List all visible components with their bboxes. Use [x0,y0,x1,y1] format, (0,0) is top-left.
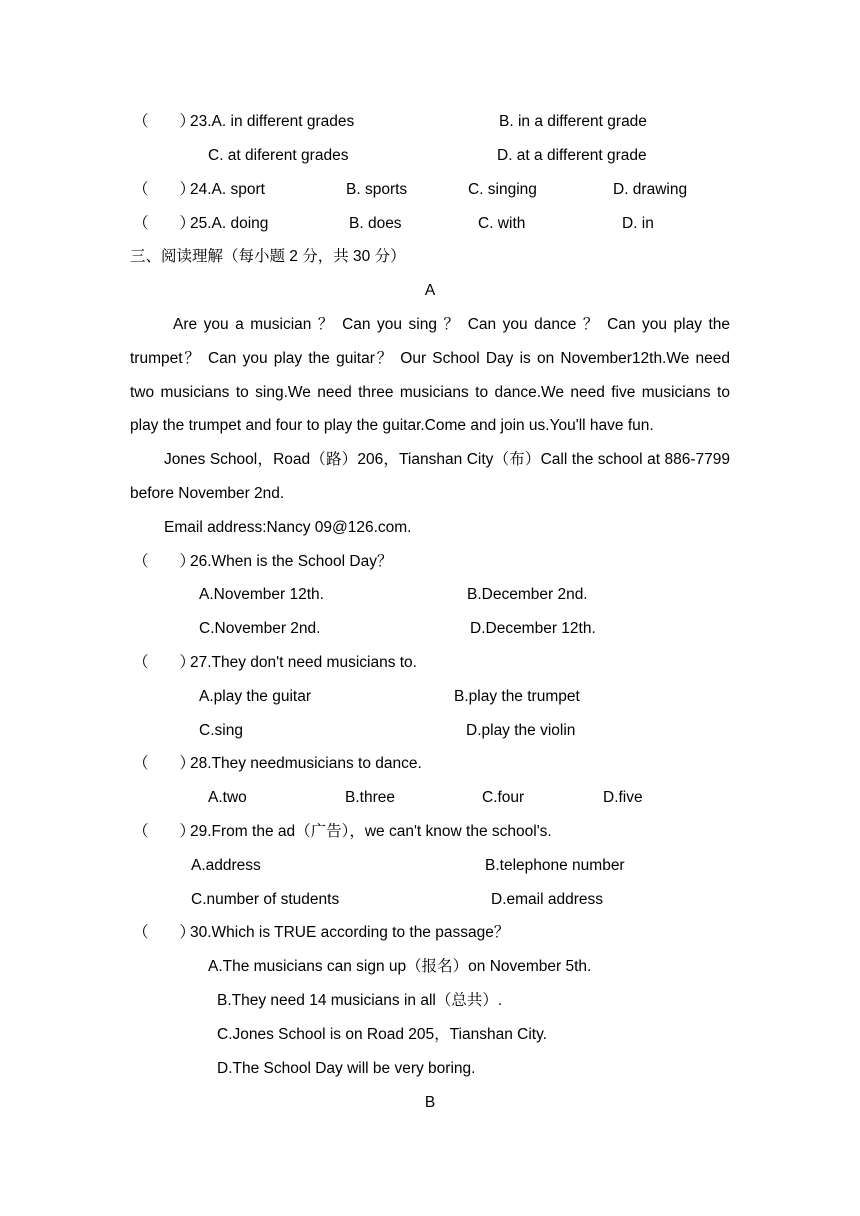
passage-a-email: Email address:Nancy 09@126.com. [164,519,412,536]
question-25-option-d: D. in [622,215,654,232]
question-25-option-b: B. does [349,215,402,232]
question-25-option-a: 25.A. doing [190,215,269,232]
question-26-option-c: C.November 2nd. [199,620,321,637]
section-3-title: 三、阅读理解（每小题 2 分，共 30 分） [130,248,406,265]
passage-a-line-3: two musicians to sing.We need three musicians to dance.We need five musicians to [130,384,730,401]
question-28-option-b: B.three [345,789,395,806]
question-26-option-a: A.November 12th. [199,586,324,603]
question-29-option-d: D.email address [491,891,603,908]
passage-a-line-2: trumpet？ Can you play the guitar？ Our School Day is on November12th.We need [130,350,730,367]
question-27-stem: 27.They don't need musicians to. [190,654,417,671]
question-23-option-a: 23.A. in different grades [190,113,355,130]
question-29-option-b: B.telephone number [485,857,625,874]
question-27-option-d: D.play the violin [466,722,576,739]
question-24-option-a: 24.A. sport [190,181,265,198]
answer-blank-26[interactable]: （ ） [133,553,196,570]
answer-blank-28[interactable]: （ ） [133,755,196,772]
answer-blank-29[interactable]: （ ） [133,823,196,840]
question-23-option-d: D. at a different grade [497,147,647,164]
question-23-option-b: B. in a different grade [499,113,647,130]
question-28-option-d: D.five [603,789,643,806]
passage-a-line-1: Are you a musician ？ Can you sing ？ Can you dance ？ Can you play the [173,316,730,333]
question-29-stem: 29.From the ad（广告），we can't know the school's. [190,823,552,840]
question-30-option-a: A.The musicians can sign up（报名）on November 5th. [208,958,592,975]
passage-a-line-4: play the trumpet and four to play the guitar.Come and join us.You'll have fun. [130,417,654,434]
answer-blank-24[interactable]: （ ） [133,181,196,198]
question-30-option-d: D.The School Day will be very boring. [217,1060,476,1077]
question-24-option-d: D. drawing [613,181,688,198]
answer-blank-25[interactable]: （ ） [133,215,196,232]
question-27-option-c: C.sing [199,722,243,739]
question-24-option-b: B. sports [346,181,408,198]
passage-a-address-line-2: before November 2nd. [130,485,285,502]
question-27-option-a: A.play the guitar [199,688,312,705]
question-24-option-c: C. singing [468,181,537,198]
question-28-option-c: C.four [482,789,525,806]
question-29-option-c: C.number of students [191,891,340,908]
question-28-stem: 28.They needmusicians to dance. [190,755,422,772]
question-23-option-c: C. at diferent grades [208,147,349,164]
passage-a-address-line-1: Jones School，Road（路）206，Tianshan City（布）Call the school at 886-7799 [164,451,730,468]
question-25-option-c: C. with [478,215,526,232]
answer-blank-30[interactable]: （ ） [133,924,196,941]
question-27-option-b: B.play the trumpet [454,688,580,705]
question-30-option-b: B.They need 14 musicians in all（总共）. [217,992,503,1009]
question-28-option-a: A.two [208,789,247,806]
answer-blank-23[interactable]: （ ） [133,113,196,130]
question-26-option-b: B.December 2nd. [467,586,588,603]
question-29-option-a: A.address [191,857,261,874]
answer-blank-27[interactable]: （ ） [133,654,196,671]
question-26-stem: 26.When is the School Day？ [190,553,393,570]
question-26-option-d: D.December 12th. [470,620,596,637]
question-30-option-c: C.Jones School is on Road 205，Tianshan City. [217,1026,547,1043]
passage-a-label: A [424,282,436,299]
question-30-stem: 30.Which is TRUE according to the passage？ [190,924,510,941]
passage-b-label: B [424,1094,436,1111]
